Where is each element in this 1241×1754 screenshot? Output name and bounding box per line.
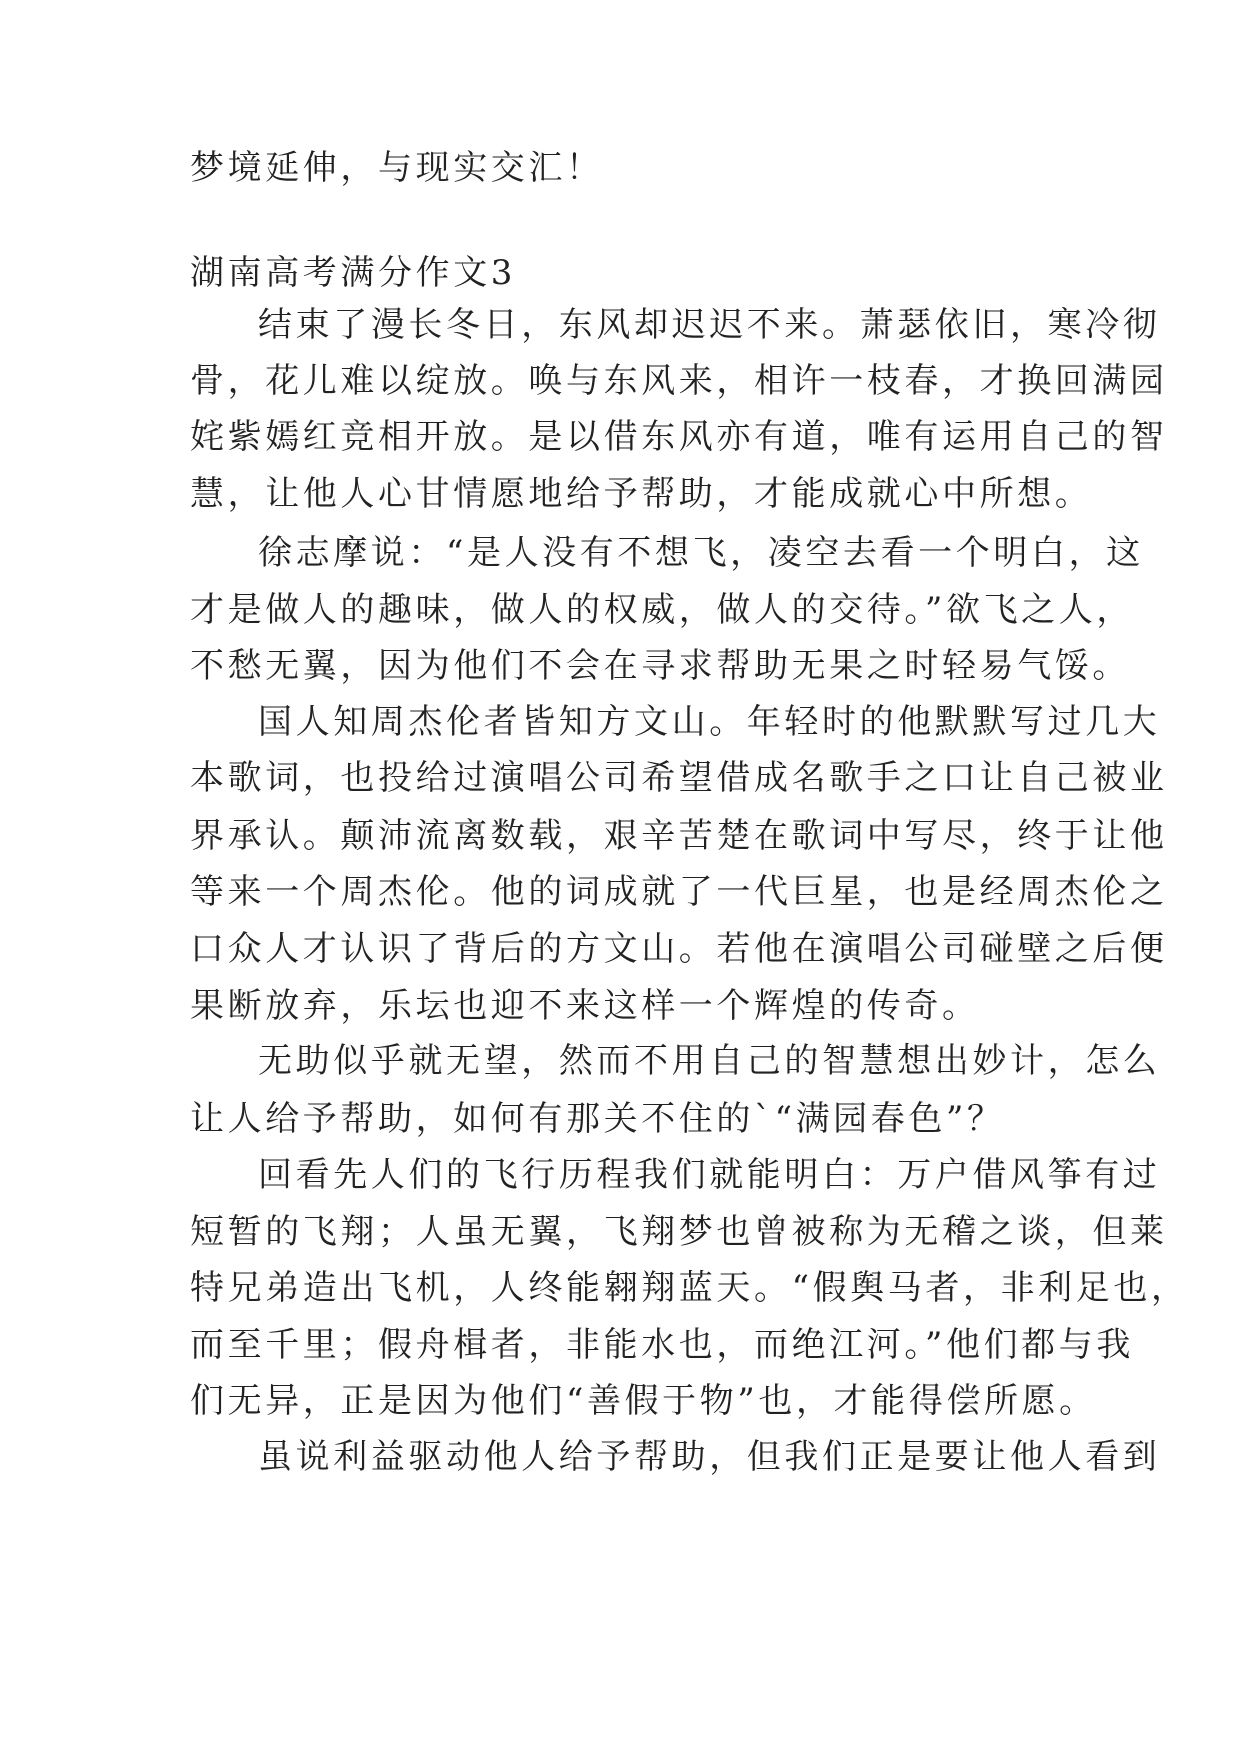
paragraph-4-line-2: 让人给予帮助，如何有那关不住的`“满园春色”？ (190, 1099, 1005, 1139)
essay-title: 湖南高考满分作文3 (190, 253, 517, 293)
paragraph-1-line-4: 慧，让他人心甘情愿地给予帮助，才能成就心中所想。 (190, 474, 1093, 514)
paragraph-3-line-6: 果断放弃，乐坛也迎不来这样一个辉煌的传奇。 (190, 986, 980, 1026)
paragraph-3-line-4: 等来一个周杰伦。他的词成就了一代巨星，也是经周杰伦之 (190, 872, 1168, 912)
paragraph-2-line-1: 徐志摩说：“是人没有不想飞，凌空去看一个明白，这 (258, 533, 1144, 573)
paragraph-3-line-5: 口众人才认识了背后的方文山。若他在演唱公司碰壁之后便 (190, 929, 1168, 969)
paragraph-3-line-1: 国人知周杰伦者皆知方文山。年轻时的他默默写过几大 (258, 702, 1161, 742)
paragraph-5-line-4: 而至千里；假舟楫者，非能水也，而绝江河。”他们都与我 (190, 1325, 1134, 1365)
paragraph-5-line-1: 回看先人们的飞行历程我们就能明白：万户借风筝有过 (258, 1155, 1161, 1195)
paragraph-2-line-2: 才是做人的趣味，做人的权威，做人的交待。”欲飞之人， (190, 590, 1134, 630)
paragraph-5-line-2: 短暂的飞翔；人虽无翼，飞翔梦也曾被称为无稽之谈，但莱 (190, 1212, 1168, 1252)
paragraph-4-line-1: 无助似乎就无望，然而不用自己的智慧想出妙计，怎么 (258, 1041, 1161, 1081)
paragraph-3-line-3: 界承认。颠沛流离数载，艰辛苦楚在歌词中写尽，终于让他 (190, 816, 1168, 856)
paragraph-1-line-3: 姹紫嫣红竞相开放。是以借东风亦有道，唯有运用自己的智 (190, 417, 1168, 457)
paragraph-1-line-1: 结束了漫长冬日，东风却迟迟不来。萧瑟依旧，寒冷彻 (258, 305, 1161, 345)
paragraph-1-line-2: 骨，花儿难以绽放。唤与东风来，相许一枝春，才换回满园 (190, 361, 1168, 401)
paragraph-3-line-2: 本歌词，也投给过演唱公司希望借成名歌手之口让自己被业 (190, 758, 1168, 798)
paragraph-6-line-1: 虽说利益驱动他人给予帮助，但我们正是要让他人看到 (258, 1437, 1161, 1477)
paragraph-5-line-5: 们无异，正是因为他们“善假于物”也，才能得偿所愿。 (190, 1381, 1097, 1421)
paragraph-5-line-3: 特兄弟造出飞机，人终能翱翔蓝天。“假舆马者，非利足也， (190, 1268, 1189, 1308)
opening-line: 梦境延伸，与现实交汇！ (190, 148, 604, 188)
paragraph-2-line-3: 不愁无翼，因为他们不会在寻求帮助无果之时轻易气馁。 (190, 646, 1130, 686)
